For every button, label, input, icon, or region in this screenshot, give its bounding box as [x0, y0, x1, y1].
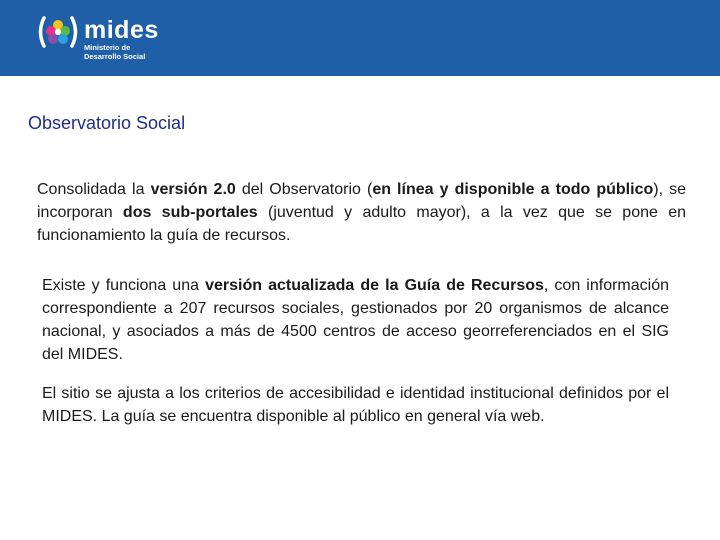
p1-text-4: (juventud y adulto mayor), a la vez que se pone en funcionamiento la guía de recursos.: [37, 204, 687, 244]
ministry-name: [84, 43, 174, 61]
paragraph-accessibility: [42, 382, 669, 428]
ministry-line-1: Ministerio de: [84, 43, 131, 52]
p1-text-3: ), se incorporan: [37, 181, 686, 221]
p1-text-1: Consolidada la: [37, 181, 151, 198]
p1-bold-version: versión 2.0: [150, 181, 236, 198]
p1-text-2: del Observatorio (: [235, 181, 373, 198]
p1-bold-online: en línea y disponible a todo público: [372, 181, 654, 198]
paragraph-version: [37, 178, 686, 247]
p1-bold-subportals: dos sub-portales: [122, 204, 258, 221]
ministry-line-2: Desarrollo Social: [84, 52, 146, 61]
slide-title: Observatorio Social: [28, 113, 186, 133]
brand-name: mides: [84, 16, 159, 44]
p2-text-1: Existe y funciona una: [42, 277, 206, 294]
p2-text-2: , con información correspondiente a 207 recursos sociales, gestionados por 20 organismos de alcance nacional, y asociados a más de 4500 centros de acceso georreferenciados en el SIG del MIDES.: [42, 277, 669, 363]
mides-logo: [36, 12, 166, 68]
p3-text: El sitio se ajusta a los criterios de accesibilidad e identidad institucional definidos por el MIDES. La guía se encuentra disponible al público en general vía web.: [42, 385, 669, 425]
flower-petals-icon: [36, 14, 80, 50]
p2-bold-guide: versión actualizada de la Guía de Recursos: [205, 277, 544, 294]
header-bar: [0, 0, 720, 76]
paragraph-guide: [42, 274, 669, 366]
